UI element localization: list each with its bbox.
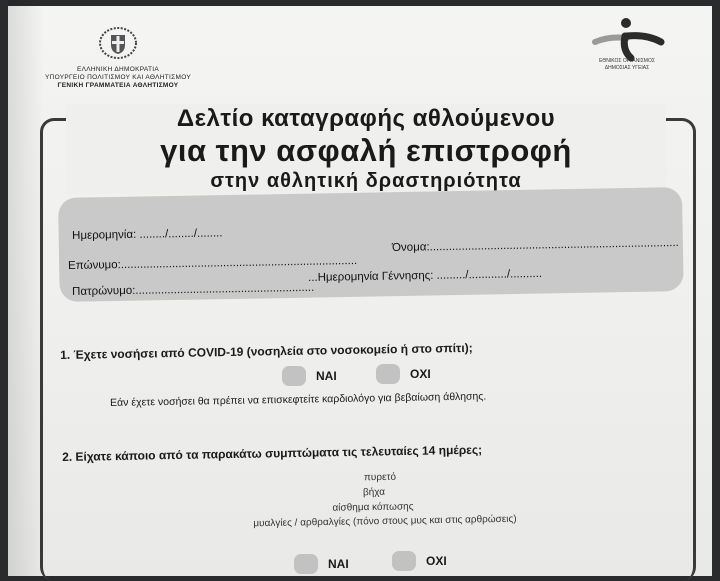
- question-2-yes-option[interactable]: [294, 554, 349, 574]
- eody-line-2: ΔΗΜΟΣΙΑΣ ΥΓΕΙΑΣ: [604, 64, 650, 71]
- form-title: [66, 104, 666, 194]
- name-field[interactable]: Όνομα:..............................................................................: [392, 236, 679, 254]
- eody-line-1: ΕΘΝΙΚΟΣ ΟΡΓΑΝΙΣΜΟΣ: [599, 58, 655, 64]
- date-field[interactable]: Ημερομηνία: ......../......../........: [72, 227, 223, 242]
- greek-emblem-icon: [97, 26, 139, 60]
- surname-field[interactable]: Επώνυμο:..........................................................................: [68, 254, 358, 272]
- ministry-line-1: ΕΛΛΗΝΙΚΗ ΔΗΜΟΚΡΑΤΙΑ: [76, 66, 160, 73]
- ministry-header: [18, 66, 218, 90]
- question-1-no-checkbox[interactable]: [376, 364, 400, 384]
- symptom-myalgia: μυαλγίες / αρθραλγίες (πόνο στους μυς και στις αρθρώσεις): [253, 513, 517, 530]
- question-1: 1. Έχετε νοσήσει από COVID-19 (νοσηλεία στο νοσοκομείο ή στο σπίτι);: [60, 340, 473, 362]
- question-2: 2. Είχατε κάποιο από τα παρακάτω συμπτώματα τις τελευταίες 14 ημέρες;: [62, 442, 483, 464]
- ministry-line-3: ΓΕΝΙΚΗ ΓΡΑΜΜΑΤΕΙΑ ΑΘΛΗΤΙΣΜΟΥ: [57, 82, 179, 89]
- question-2-no-option[interactable]: [392, 551, 447, 571]
- symptom-cough: βήχα: [362, 486, 386, 499]
- symptom-fatigue: αίσθημα κόπωσης: [332, 501, 414, 514]
- question-1-no-option[interactable]: [376, 364, 431, 384]
- ministry-line-2: ΥΠΟΥΡΓΕΙΟ ΠΟΛΙΤΙΣΜΟΥ ΚΑΙ ΑΘΛΗΤΙΣΜΟΥ: [45, 74, 191, 81]
- question-2-yes-checkbox[interactable]: [294, 554, 318, 574]
- title-line-1: Δελτίο καταγραφής αθλούμενου: [176, 105, 556, 132]
- birth-date-field[interactable]: ...Ημερομηνία Γέννησης: ........./............/..........: [308, 267, 543, 284]
- question-1-yes-label: ΝΑΙ: [316, 369, 337, 383]
- question-1-note: Εάν έχετε νοσήσει θα πρέπει να επισκεφτείτε καρδιολόγο για βεβαίωση άθλησης.: [110, 390, 487, 409]
- question-1-yes-checkbox[interactable]: [282, 366, 306, 386]
- symptom-fever: πυρετό: [363, 471, 397, 484]
- question-2-yes-label: ΝΑΙ: [328, 557, 349, 571]
- eody-header: [586, 58, 668, 71]
- question-2-no-checkbox[interactable]: [392, 551, 416, 571]
- question-1-yes-option[interactable]: [282, 366, 337, 386]
- eody-logo-icon: [587, 14, 667, 64]
- question-2-no-label: ΟΧΙ: [426, 554, 447, 568]
- question-1-no-label: ΟΧΙ: [410, 367, 431, 381]
- title-line-3: στην αθλητική δραστηριότητα: [210, 170, 522, 192]
- father-name-field[interactable]: Πατρώνυμο:........................................................: [72, 281, 315, 298]
- title-line-2: για την ασφαλή επιστροφή: [160, 133, 572, 168]
